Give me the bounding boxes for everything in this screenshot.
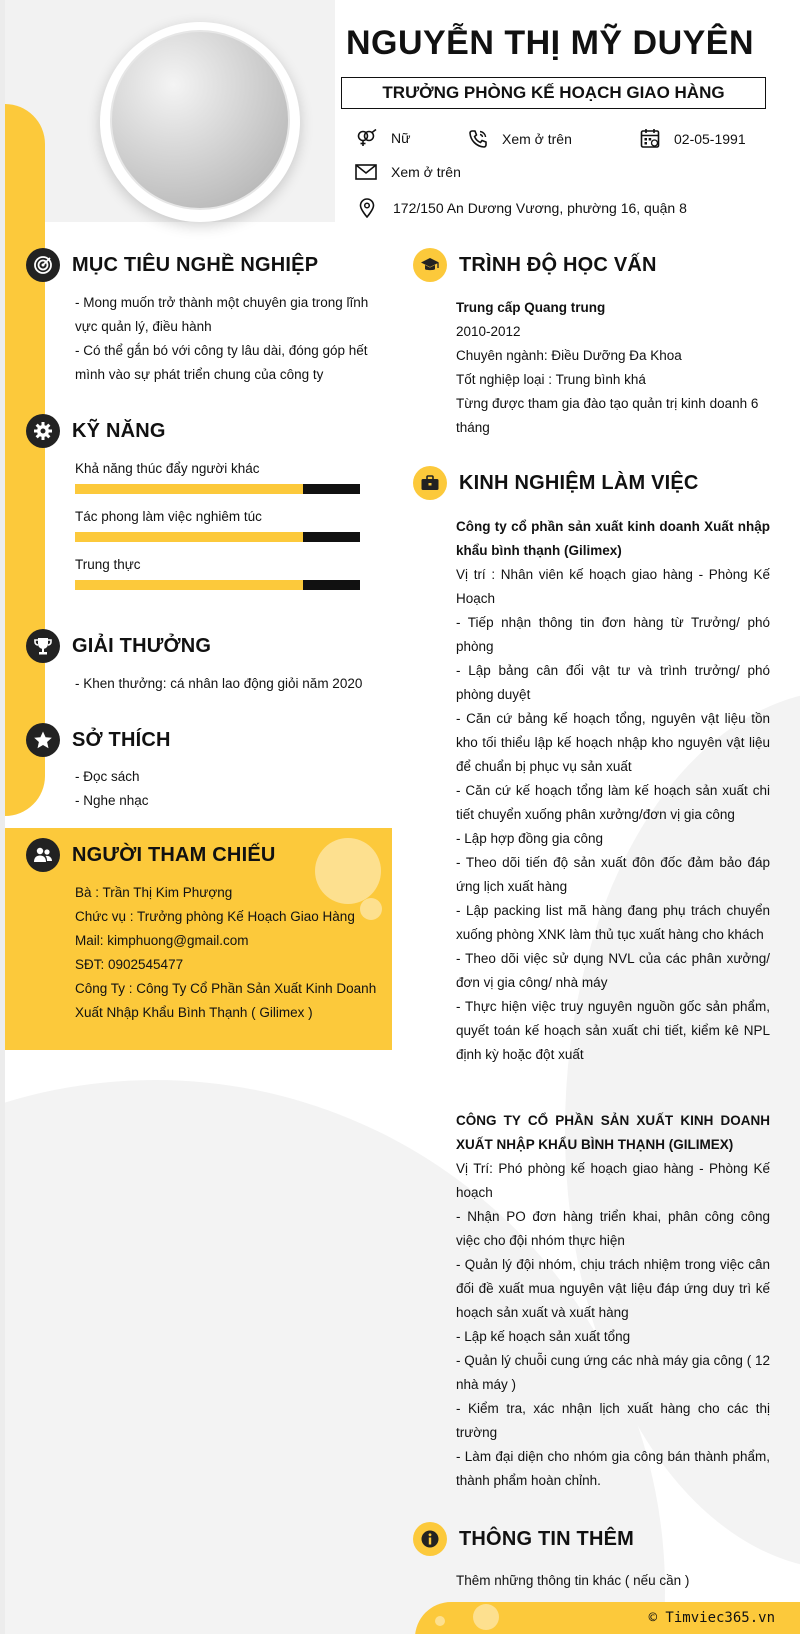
job-line: - Quản lý đội nhóm, chịu trách nhiệm trong việc cân đối đề xuất mua nguyên vật liệu đáp ứng duy trì kế hoạch sản xuất và xuất hàng [456, 1257, 770, 1320]
skill-name: Tác phong làm việc nghiêm túc [75, 509, 262, 524]
target-icon [26, 248, 60, 282]
hobbies-list [75, 765, 149, 813]
extra-title: THÔNG TIN THÊM [459, 1527, 635, 1550]
awards-title: GIẢI THƯỞNG [72, 634, 212, 657]
gender-field [355, 129, 410, 147]
trophy-icon [26, 629, 60, 663]
reference-line: SĐT: 0902545477 [75, 957, 184, 972]
reference-line: Chức vụ : Trưởng phòng Kế Hoạch Giao Hàng [75, 909, 355, 924]
hobby-item: - Đọc sách [75, 769, 140, 784]
award-line: - Khen thưởng: cá nhân lao động giỏi năm 2020 [75, 676, 363, 691]
education-line: Chuyên ngành: Điều Dưỡng Đa Khoa [456, 348, 682, 363]
education-title: TRÌNH ĐỘ HỌC VẤN [459, 253, 657, 276]
job-line: - Lập hợp đồng gia công [456, 831, 603, 846]
experience-heading [413, 466, 699, 500]
skills-heading [26, 414, 166, 448]
reference-line: Mail: kimphuong@gmail.com [75, 933, 249, 948]
references-heading [26, 838, 276, 872]
phone-icon [468, 129, 488, 149]
decor-bubble [473, 1604, 499, 1630]
objective-heading [26, 248, 318, 282]
candidate-name: NGUYỄN THỊ MỸ DUYÊN [345, 24, 755, 62]
address-value: 172/150 An Dương Vương, phường 16, quận 8 [393, 200, 687, 216]
job-line: - Căn cứ bảng kế hoạch tổng, nguyên vật liệu tồn kho tối thiểu lập kế hoạch nhập kho nguyên vật liệu để chuẩn bị phục vụ sản xuất [456, 711, 770, 774]
footer-bar [415, 1602, 800, 1634]
job-line: - Theo dõi tiến độ sản xuất đôn đốc đảm bảo đáp ứng lịch xuất hàng [456, 855, 770, 894]
job-line: - Lập kế hoạch sản xuất tổng [456, 1329, 631, 1344]
star-icon [26, 723, 60, 757]
extra-text: Thêm những thông tin khác ( nếu cần ) [456, 1573, 690, 1588]
company-name: Công ty cổ phần sản xuất kinh doanh Xuất nhập khẩu bình thạnh (Gilimex) [456, 519, 770, 558]
people-icon [26, 838, 60, 872]
left-accent-strip [5, 104, 45, 816]
phone-field [468, 129, 572, 149]
company-name: CÔNG TY CỔ PHẦN SẢN XUẤT KINH DOANH XUẤT NHẬP KHẨU BÌNH THẠNH (GILIMEX) [456, 1113, 770, 1152]
address-field [359, 198, 687, 218]
reference-line: Công Ty : Công Ty Cổ Phần Sản Xuất Kinh Doanh Xuất Nhập Khẩu Bình Thạnh ( Gilimex ) [75, 981, 377, 1020]
job-line: - Theo dõi việc sử dụng NVL của các phân xưởng/ đơn vị gia công/ nhà máy [456, 951, 770, 990]
extra-heading [413, 1522, 634, 1556]
skill-bar [75, 580, 360, 590]
job-line: - Làm đại diện cho nhóm gia công bán thành phẩm, thành phẩm hoàn chỉnh. [456, 1449, 770, 1488]
job-line: - Lập bảng cân đối vật tư và trình trưởng/ phó phòng duyệt [456, 663, 770, 702]
job-line: Vị trí : Nhân viên kế hoạch giao hàng - Phòng Kế Hoạch [456, 567, 770, 606]
skill-name: Khả năng thúc đẩy người khác [75, 461, 260, 476]
job-entry-2 [456, 1109, 770, 1493]
education-line: Từng được tham gia đào tạo quản trị kinh doanh 6 tháng [456, 396, 759, 435]
skill-name: Trung thực [75, 557, 141, 572]
job-line: - Quản lý chuỗi cung ứng các nhà máy gia công ( 12 nhà máy ) [456, 1353, 770, 1392]
job-line: - Căn cứ kế hoạch tổng làm kế hoạch sản xuất chi tiết chuyển xuống phân xưởng/đơn vị gia công [456, 783, 770, 822]
phone-value[interactable]: Xem ở trên [502, 131, 572, 147]
school-name: Trung cấp Quang trung [456, 300, 606, 315]
briefcase-icon [413, 466, 447, 500]
objective-title: MỤC TIÊU NGHỀ NGHIỆP [72, 253, 319, 276]
awards-heading [26, 629, 211, 663]
cv-page [5, 0, 800, 1634]
job-line: - Tiếp nhận thông tin đơn hàng từ Trưởng/ phó phòng [456, 615, 770, 654]
location-pin-icon [359, 198, 375, 218]
experience-title: KINH NGHIỆM LÀM VIỆC [459, 471, 699, 494]
job-line: - Lập packing list mã hàng đang phụ trách chuyển xuống phòng XNK làm thủ tục xuất hàng cho khách [456, 903, 770, 942]
objective-text [75, 291, 380, 387]
email-value[interactable]: Xem ở trên [391, 164, 461, 180]
skill-bar [75, 484, 360, 494]
education-heading [413, 248, 657, 282]
objective-line: - Mong muốn trở thành một chuyên gia trong lĩnh vực quản lý, điều hành [75, 295, 369, 334]
gear-icon [26, 414, 60, 448]
hobbies-heading [26, 723, 171, 757]
email-field [355, 164, 461, 180]
job-title: TRƯỞNG PHÒNG KẾ HOẠCH GIAO HÀNG [341, 77, 766, 109]
job-entry-1 [456, 515, 770, 1067]
hobbies-title: SỞ THÍCH [72, 728, 171, 751]
skill-level-fill [75, 532, 303, 542]
job-line: - Nhận PO đơn hàng triển khai, phân công công việc cho đội nhóm thực hiện [456, 1209, 770, 1248]
skill-bar [75, 532, 360, 542]
job-line: Vị Trí: Phó phòng kế hoạch giao hàng - Phòng Kế hoạch [456, 1161, 770, 1200]
mail-icon [355, 164, 377, 180]
hobby-item: - Nghe nhạc [75, 793, 149, 808]
objective-line: - Có thể gắn bó với công ty lâu dài, đóng góp hết mình vào sự phát triển chung của công ty [75, 343, 368, 382]
references-text [75, 881, 385, 1025]
education-text [456, 296, 770, 440]
skill-level-fill [75, 580, 303, 590]
calendar-icon [640, 128, 660, 149]
avatar-frame [100, 22, 300, 222]
avatar[interactable] [110, 30, 290, 210]
footer-brand-link[interactable]: © Timviec365.vn [648, 1610, 775, 1626]
education-line: 2010-2012 [456, 324, 521, 339]
graduation-cap-icon [413, 248, 447, 282]
birthday-field [640, 128, 746, 149]
info-icon [413, 1522, 447, 1556]
gender-icon [355, 129, 377, 147]
skills-title: KỸ NĂNG [72, 419, 166, 442]
gender-value: Nữ [391, 130, 411, 146]
birthday-value: 02-05-1991 [674, 130, 746, 147]
reference-line: Bà : Trần Thị Kim Phượng [75, 885, 233, 900]
job-line: - Thực hiện việc truy nguyên nguồn gốc sản phẩm, quyết toán kế hoạch sản xuất chi tiết, kiểm kê NPL định kỳ hoặc đột xuất [456, 999, 770, 1062]
skill-level-fill [75, 484, 303, 494]
references-title: NGƯỜI THAM CHIẾU [72, 843, 276, 866]
education-line: Tốt nghiệp loại : Trung bình khá [456, 372, 646, 387]
decor-bubble [435, 1616, 445, 1626]
job-line: - Kiểm tra, xác nhận lịch xuất hàng cho các thị trường [456, 1401, 770, 1440]
